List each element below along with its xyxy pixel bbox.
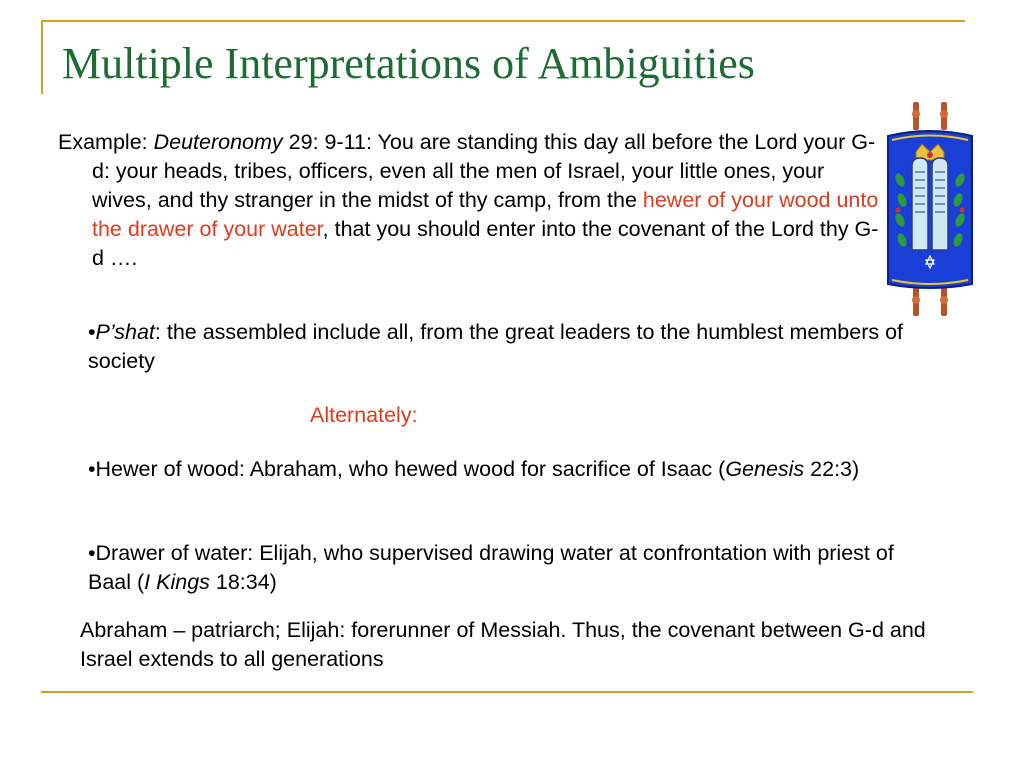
alternately-heading: Alternately: [310, 403, 418, 427]
bullet-ref-book: I Kings [144, 570, 210, 594]
example-book: Deuteronomy [153, 130, 283, 154]
bullet-ref-tail: 18:34) [209, 570, 277, 594]
example-highlight: hewer of your wood unto the drawer of your water [92, 188, 879, 241]
top-accent-rule [41, 20, 965, 22]
bullet-drawer [88, 539, 938, 597]
bullet-text: : the assembled include all, from the great leaders to the humblest members of society [88, 320, 904, 373]
slide-title: Multiple Interpretations of Ambiguities [62, 39, 755, 88]
bullet-ref-book: Genesis [725, 457, 805, 481]
bullet-pshat [88, 318, 938, 376]
bullet-marker: • [88, 457, 96, 481]
bullet-marker: • [88, 320, 96, 344]
left-accent-rule [41, 20, 43, 94]
bullet-ref-tail: 22:3) [804, 457, 860, 481]
example-lead: Example: [58, 130, 154, 154]
example-paragraph [58, 128, 882, 273]
bullet-marker: • [88, 541, 96, 565]
example-text-2: , that you should enter into the covenant of the Lord thy G-d …. [92, 217, 879, 270]
bullet-text: Hewer of wood: Abraham, who hewed wood for sacrifice of Isaac ( [95, 457, 726, 481]
bullet-text: Drawer of water: Elijah, who supervised drawing water at confrontation with priest of Baal ( [88, 541, 894, 594]
bottom-accent-rule [41, 691, 973, 693]
example-text-1: 29: 9-11: You are standing this day all before the Lord your G-d: your heads, tribes, officers, even all the men of Israel, your little ones, your wives, and thy stranger in the midst of thy camp, from the [92, 130, 876, 212]
bullet-hewer [88, 455, 938, 484]
bullet-term: P’shat [95, 320, 155, 344]
torah-scroll-icon [880, 100, 980, 318]
closing-paragraph: Abraham – patriarch; Elijah: forerunner of Messiah. Thus, the covenant between G-d and Israel extends to all generations [80, 618, 926, 671]
